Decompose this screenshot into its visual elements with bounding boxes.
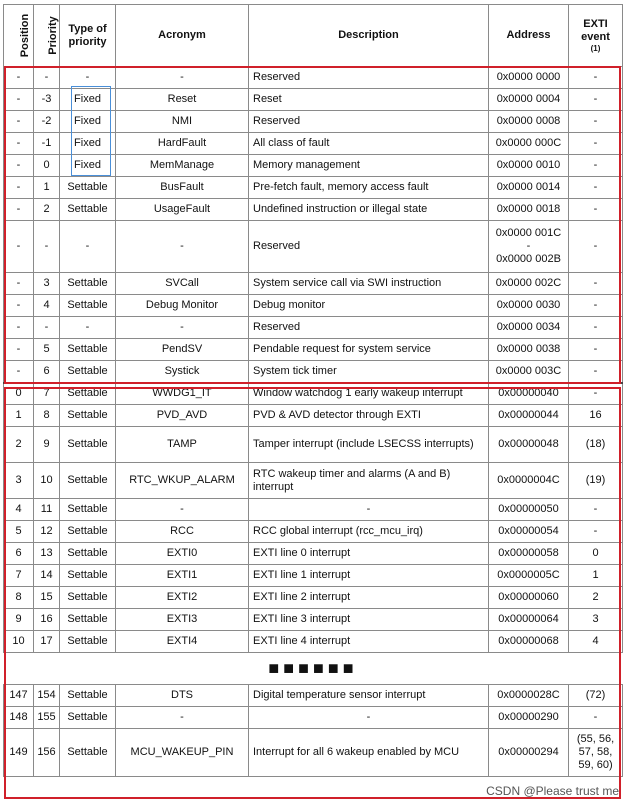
cell-type: Settable bbox=[60, 463, 116, 499]
table-row bbox=[4, 361, 623, 383]
table-row bbox=[4, 133, 623, 155]
table-row bbox=[4, 317, 623, 339]
cell-description: RCC global interrupt (rcc_mcu_irq) bbox=[249, 521, 489, 543]
cell-priority: 11 bbox=[34, 499, 60, 521]
cell-address: 0x0000 0018 bbox=[489, 199, 569, 221]
cell-acronym: BusFault bbox=[116, 177, 249, 199]
cell-acronym: MemManage bbox=[116, 155, 249, 177]
header-position: Position bbox=[4, 5, 34, 67]
cell-priority: -1 bbox=[34, 133, 60, 155]
cell-exti: 16 bbox=[569, 405, 623, 427]
cell-exti: - bbox=[569, 221, 623, 273]
table-row bbox=[4, 67, 623, 89]
cell-type: Settable bbox=[60, 685, 116, 707]
cell-description: EXTI line 2 interrupt bbox=[249, 587, 489, 609]
cell-acronym: - bbox=[116, 221, 249, 273]
cell-position: 4 bbox=[4, 499, 34, 521]
cell-acronym: EXTI3 bbox=[116, 609, 249, 631]
cell-priority: -3 bbox=[34, 89, 60, 111]
cell-acronym: RTC_WKUP_ALARM bbox=[116, 463, 249, 499]
cell-priority: 156 bbox=[34, 729, 60, 777]
cell-address: 0x00000068 bbox=[489, 631, 569, 653]
header-exti: EXTI event (1) bbox=[569, 5, 623, 67]
table-row bbox=[4, 609, 623, 631]
table-row bbox=[4, 89, 623, 111]
cell-acronym: Reset bbox=[116, 89, 249, 111]
cell-address: 0x00000044 bbox=[489, 405, 569, 427]
cell-description: EXTI line 4 interrupt bbox=[249, 631, 489, 653]
cell-acronym: WWDG1_IT bbox=[116, 383, 249, 405]
cell-exti: - bbox=[569, 707, 623, 729]
cell-position: 6 bbox=[4, 543, 34, 565]
cell-description: Pre-fetch fault, memory access fault bbox=[249, 177, 489, 199]
cell-exti: - bbox=[569, 521, 623, 543]
cell-exti: - bbox=[569, 499, 623, 521]
cell-acronym: DTS bbox=[116, 685, 249, 707]
cell-description: Reserved bbox=[249, 221, 489, 273]
cell-exti: - bbox=[569, 155, 623, 177]
cell-position: - bbox=[4, 111, 34, 133]
watermark: CSDN @Please trust me bbox=[486, 784, 619, 798]
cell-position: - bbox=[4, 199, 34, 221]
cell-address: 0x00000058 bbox=[489, 543, 569, 565]
cell-position: 7 bbox=[4, 565, 34, 587]
cell-position: - bbox=[4, 67, 34, 89]
table-row bbox=[4, 221, 623, 273]
cell-description: All class of fault bbox=[249, 133, 489, 155]
cell-position: 0 bbox=[4, 383, 34, 405]
cell-exti: 3 bbox=[569, 609, 623, 631]
cell-exti: - bbox=[569, 273, 623, 295]
cell-exti: (55, 56, 57, 58, 59, 60) bbox=[569, 729, 623, 777]
cell-description: - bbox=[249, 707, 489, 729]
cell-type: Settable bbox=[60, 543, 116, 565]
cell-acronym: EXTI1 bbox=[116, 565, 249, 587]
cell-exti: 4 bbox=[569, 631, 623, 653]
cell-priority: 2 bbox=[34, 199, 60, 221]
vector-table bbox=[3, 4, 623, 777]
cell-type: - bbox=[60, 317, 116, 339]
cell-position: 2 bbox=[4, 427, 34, 463]
cell-position: - bbox=[4, 221, 34, 273]
table-row bbox=[4, 295, 623, 317]
cell-address: 0x0000 0034 bbox=[489, 317, 569, 339]
table-row bbox=[4, 111, 623, 133]
cell-address: 0x0000004C bbox=[489, 463, 569, 499]
cell-exti: (18) bbox=[569, 427, 623, 463]
cell-type: Settable bbox=[60, 565, 116, 587]
cell-address: 0x0000 0000 bbox=[489, 67, 569, 89]
cell-address: 0x0000 002C bbox=[489, 273, 569, 295]
cell-type: Settable bbox=[60, 427, 116, 463]
cell-type: Settable bbox=[60, 295, 116, 317]
cell-type: Settable bbox=[60, 383, 116, 405]
table-row bbox=[4, 199, 623, 221]
cell-address: 0x0000005C bbox=[489, 565, 569, 587]
cell-acronym: EXTI2 bbox=[116, 587, 249, 609]
cell-priority: 154 bbox=[34, 685, 60, 707]
cell-exti: - bbox=[569, 199, 623, 221]
cell-acronym: Systick bbox=[116, 361, 249, 383]
table-row bbox=[4, 339, 623, 361]
cell-priority: 13 bbox=[34, 543, 60, 565]
header-priority: Priority bbox=[34, 5, 60, 67]
cell-acronym: HardFault bbox=[116, 133, 249, 155]
cell-address: 0x00000064 bbox=[489, 609, 569, 631]
cell-type: Settable bbox=[60, 361, 116, 383]
cell-priority: 12 bbox=[34, 521, 60, 543]
cell-type: - bbox=[60, 67, 116, 89]
cell-address: 0x0000 0010 bbox=[489, 155, 569, 177]
cell-address: 0x00000294 bbox=[489, 729, 569, 777]
cell-acronym: NMI bbox=[116, 111, 249, 133]
cell-description: EXTI line 0 interrupt bbox=[249, 543, 489, 565]
cell-priority: 5 bbox=[34, 339, 60, 361]
cell-type: Settable bbox=[60, 405, 116, 427]
table-row bbox=[4, 521, 623, 543]
cell-address: 0x0000 0014 bbox=[489, 177, 569, 199]
cell-priority: - bbox=[34, 67, 60, 89]
cell-description: Debug monitor bbox=[249, 295, 489, 317]
cell-position: 10 bbox=[4, 631, 34, 653]
cell-exti: (72) bbox=[569, 685, 623, 707]
cell-description: EXTI line 1 interrupt bbox=[249, 565, 489, 587]
cell-exti: 1 bbox=[569, 565, 623, 587]
cell-exti: (19) bbox=[569, 463, 623, 499]
header-exti-note: (1) bbox=[590, 44, 601, 53]
cell-type: Settable bbox=[60, 339, 116, 361]
cell-position: 8 bbox=[4, 587, 34, 609]
cell-address: 0x0000 0008 bbox=[489, 111, 569, 133]
cell-priority: -2 bbox=[34, 111, 60, 133]
header-acronym: Acronym bbox=[116, 5, 249, 67]
cell-description: PVD & AVD detector through EXTI bbox=[249, 405, 489, 427]
table-row bbox=[4, 729, 623, 777]
table-row bbox=[4, 405, 623, 427]
cell-address: 0x0000 0038 bbox=[489, 339, 569, 361]
cell-exti: 0 bbox=[569, 543, 623, 565]
cell-description: Reserved bbox=[249, 317, 489, 339]
cell-position: - bbox=[4, 339, 34, 361]
header-row bbox=[4, 5, 623, 67]
cell-priority: 17 bbox=[34, 631, 60, 653]
cell-address: 0x0000 000C bbox=[489, 133, 569, 155]
cell-address bbox=[489, 221, 569, 273]
cell-type: Fixed bbox=[60, 89, 116, 111]
cell-description: Reset bbox=[249, 89, 489, 111]
cell-type: Settable bbox=[60, 499, 116, 521]
header-description: Description bbox=[249, 5, 489, 67]
cell-address: 0x0000 0004 bbox=[489, 89, 569, 111]
table-row bbox=[4, 155, 623, 177]
cell-acronym: Debug Monitor bbox=[116, 295, 249, 317]
cell-position: - bbox=[4, 177, 34, 199]
cell-description: - bbox=[249, 499, 489, 521]
cell-address: 0x00000048 bbox=[489, 427, 569, 463]
cell-address: 0x0000028C bbox=[489, 685, 569, 707]
cell-type: Settable bbox=[60, 273, 116, 295]
cell-description: Interrupt for all 6 wakeup enabled by MCU bbox=[249, 729, 489, 777]
cell-position: 149 bbox=[4, 729, 34, 777]
table-row bbox=[4, 587, 623, 609]
table-row bbox=[4, 565, 623, 587]
cell-acronym: RCC bbox=[116, 521, 249, 543]
cell-type: Fixed bbox=[60, 155, 116, 177]
cell-description: Pendable request for system service bbox=[249, 339, 489, 361]
cell-priority: 14 bbox=[34, 565, 60, 587]
cell-description: Window watchdog 1 early wakeup interrupt bbox=[249, 383, 489, 405]
table-row bbox=[4, 273, 623, 295]
cell-address: 0x00000054 bbox=[489, 521, 569, 543]
cell-exti: - bbox=[569, 295, 623, 317]
cell-priority: 3 bbox=[34, 273, 60, 295]
cell-position: - bbox=[4, 295, 34, 317]
cell-exti: - bbox=[569, 67, 623, 89]
cell-acronym: UsageFault bbox=[116, 199, 249, 221]
cell-type: Settable bbox=[60, 631, 116, 653]
cell-address: 0x00000290 bbox=[489, 707, 569, 729]
address-range-dash: - bbox=[526, 240, 531, 252]
cell-type: Fixed bbox=[60, 133, 116, 155]
cell-position: 5 bbox=[4, 521, 34, 543]
cell-position: 1 bbox=[4, 405, 34, 427]
cell-address: 0x00000050 bbox=[489, 499, 569, 521]
cell-description: System service call via SWI instruction bbox=[249, 273, 489, 295]
cell-acronym: MCU_WAKEUP_PIN bbox=[116, 729, 249, 777]
cell-description: Digital temperature sensor interrupt bbox=[249, 685, 489, 707]
cell-address: 0x00000040 bbox=[489, 383, 569, 405]
cell-description: Reserved bbox=[249, 67, 489, 89]
vector-table-container bbox=[3, 4, 622, 777]
cell-address: 0x0000 003C bbox=[489, 361, 569, 383]
cell-position: 3 bbox=[4, 463, 34, 499]
cell-description: Undefined instruction or illegal state bbox=[249, 199, 489, 221]
cell-priority: 0 bbox=[34, 155, 60, 177]
cell-position: - bbox=[4, 89, 34, 111]
cell-address: 0x00000060 bbox=[489, 587, 569, 609]
cell-priority: 155 bbox=[34, 707, 60, 729]
omitted-rows-indicator: ■■■■■■ bbox=[268, 658, 358, 678]
cell-exti: - bbox=[569, 133, 623, 155]
table-row bbox=[4, 685, 623, 707]
cell-priority: - bbox=[34, 317, 60, 339]
cell-priority: 4 bbox=[34, 295, 60, 317]
cell-acronym: TAMP bbox=[116, 427, 249, 463]
cell-acronym: - bbox=[116, 499, 249, 521]
table-row bbox=[4, 427, 623, 463]
header-type: Type of priority bbox=[60, 5, 116, 67]
cell-exti: - bbox=[569, 339, 623, 361]
cell-exti: - bbox=[569, 383, 623, 405]
cell-exti: - bbox=[569, 177, 623, 199]
cell-exti: 2 bbox=[569, 587, 623, 609]
cell-acronym: PVD_AVD bbox=[116, 405, 249, 427]
cell-exti: - bbox=[569, 89, 623, 111]
cell-description: Reserved bbox=[249, 111, 489, 133]
cell-description: RTC wakeup timer and alarms (A and B) interrupt bbox=[249, 463, 489, 499]
cell-priority: 16 bbox=[34, 609, 60, 631]
cell-acronym: EXTI4 bbox=[116, 631, 249, 653]
table-body bbox=[4, 67, 623, 777]
cell-priority: - bbox=[34, 221, 60, 273]
cell-address: 0x0000 0030 bbox=[489, 295, 569, 317]
cell-priority: 15 bbox=[34, 587, 60, 609]
cell-position: 148 bbox=[4, 707, 34, 729]
cell-acronym: PendSV bbox=[116, 339, 249, 361]
cell-position: 9 bbox=[4, 609, 34, 631]
address-end: 0x0000 002B bbox=[496, 253, 561, 265]
header-address: Address bbox=[489, 5, 569, 67]
table-row bbox=[4, 707, 623, 729]
cell-position: - bbox=[4, 273, 34, 295]
cell-type: Settable bbox=[60, 177, 116, 199]
cell-priority: 6 bbox=[34, 361, 60, 383]
cell-description: Tamper interrupt (include LSECSS interrupts) bbox=[249, 427, 489, 463]
table-row bbox=[4, 463, 623, 499]
cell-type: Settable bbox=[60, 707, 116, 729]
cell-type: Fixed bbox=[60, 111, 116, 133]
cell-position: - bbox=[4, 155, 34, 177]
table-row bbox=[4, 383, 623, 405]
ellipsis-row bbox=[4, 653, 623, 685]
cell-acronym: EXTI0 bbox=[116, 543, 249, 565]
cell-position: - bbox=[4, 361, 34, 383]
table-row bbox=[4, 499, 623, 521]
cell-acronym: - bbox=[116, 707, 249, 729]
cell-acronym: SVCall bbox=[116, 273, 249, 295]
address-start: 0x0000 001C bbox=[495, 227, 562, 239]
cell-type: Settable bbox=[60, 729, 116, 777]
cell-priority: 1 bbox=[34, 177, 60, 199]
cell-exti: - bbox=[569, 111, 623, 133]
cell-description: EXTI line 3 interrupt bbox=[249, 609, 489, 631]
cell-priority: 8 bbox=[34, 405, 60, 427]
cell-type: - bbox=[60, 221, 116, 273]
cell-type: Settable bbox=[60, 521, 116, 543]
cell-priority: 7 bbox=[34, 383, 60, 405]
cell-position: 147 bbox=[4, 685, 34, 707]
cell-exti: - bbox=[569, 361, 623, 383]
table-row bbox=[4, 631, 623, 653]
cell-description: System tick timer bbox=[249, 361, 489, 383]
cell-acronym: - bbox=[116, 317, 249, 339]
cell-priority: 9 bbox=[34, 427, 60, 463]
cell-position: - bbox=[4, 317, 34, 339]
cell-type: Settable bbox=[60, 587, 116, 609]
cell-exti: - bbox=[569, 317, 623, 339]
table-row bbox=[4, 543, 623, 565]
cell-description: Memory management bbox=[249, 155, 489, 177]
cell-position: - bbox=[4, 133, 34, 155]
table-row bbox=[4, 177, 623, 199]
cell-type: Settable bbox=[60, 609, 116, 631]
cell-acronym: - bbox=[116, 67, 249, 89]
cell-priority: 10 bbox=[34, 463, 60, 499]
cell-type: Settable bbox=[60, 199, 116, 221]
